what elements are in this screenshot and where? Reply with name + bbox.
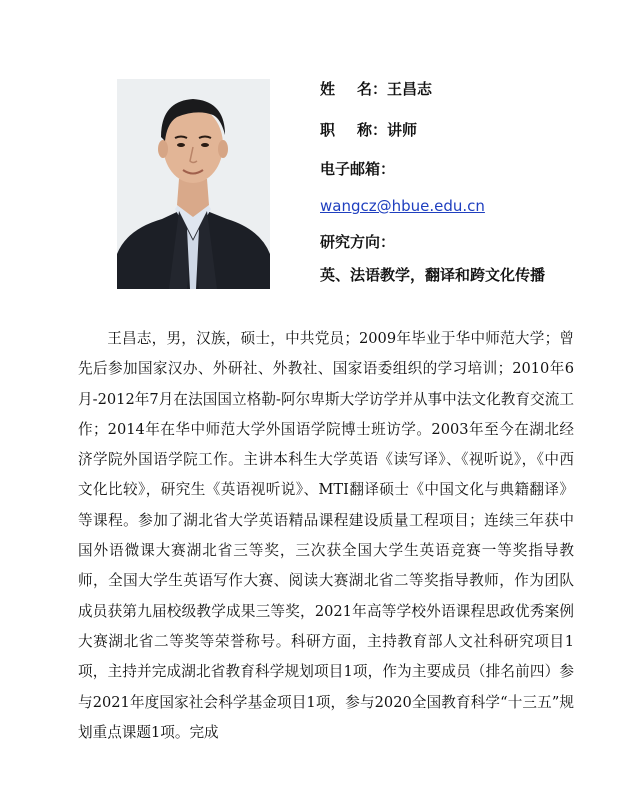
name-value: 王昌志 xyxy=(387,80,433,98)
profile-photo xyxy=(117,79,270,289)
research-value: 英、法语教学，翻译和跨文化传播 xyxy=(320,266,546,284)
title-row xyxy=(320,120,417,140)
title-separator: ： xyxy=(372,121,388,139)
email-label: 电子邮箱： xyxy=(320,160,396,178)
portrait-illustration xyxy=(117,79,270,289)
name-row xyxy=(320,79,432,99)
bio-paragraph: 王昌志，男，汉族，硕士，中共党员；2009年毕业于华中师范大学；曾先后参加国家汉办、外研社、外教社、国家语委组织的学习培训；2010年6月-2012年7月在法国国立格勒-阿尔卑斯大学访学并从事中法文化教育交流工作；2014年在华中师范大学外国语学院博士班访学。2003年至今在湖北经济学院外国语学院工作。主讲本科生大学英语《读写译》、《视听说》，《中西文化比较》，研究生《英语视听说》、MTI翻译硕士《中国文化与典籍翻译》等课程。参加了湖北省大学英语精品课程建设质量工程项目；连续三年获中国外语微课大赛湖北省三等奖，三次获全国大学生英语竞赛一等奖指导教师，全国大学生英语写作大赛、阅读大赛湖北省二等奖指导教师，作为团队成员获第九届校级教学成果三等奖，2021年高等学校外语课程思政优秀案例大赛湖北省二等奖等荣誉称号。科研方面，主持教育部人文社科研究项目1项，主持并完成湖北省教育科学规划项目1项，作为主要成员（排名前四）参与2021年度国家社会科学基金项目1项，参与2020全国教育科学“十三五”规划重点课题1项。完成 xyxy=(78,330,574,741)
title-value: 讲师 xyxy=(387,121,418,139)
title-label: 职 称 xyxy=(320,121,372,139)
name-label: 姓 名 xyxy=(320,80,372,98)
research-label: 研究方向： xyxy=(320,233,396,251)
email-row xyxy=(320,196,485,216)
name-separator: ： xyxy=(372,80,388,98)
email-link[interactable]: wangcz@hbue.edu.cn xyxy=(320,197,485,215)
